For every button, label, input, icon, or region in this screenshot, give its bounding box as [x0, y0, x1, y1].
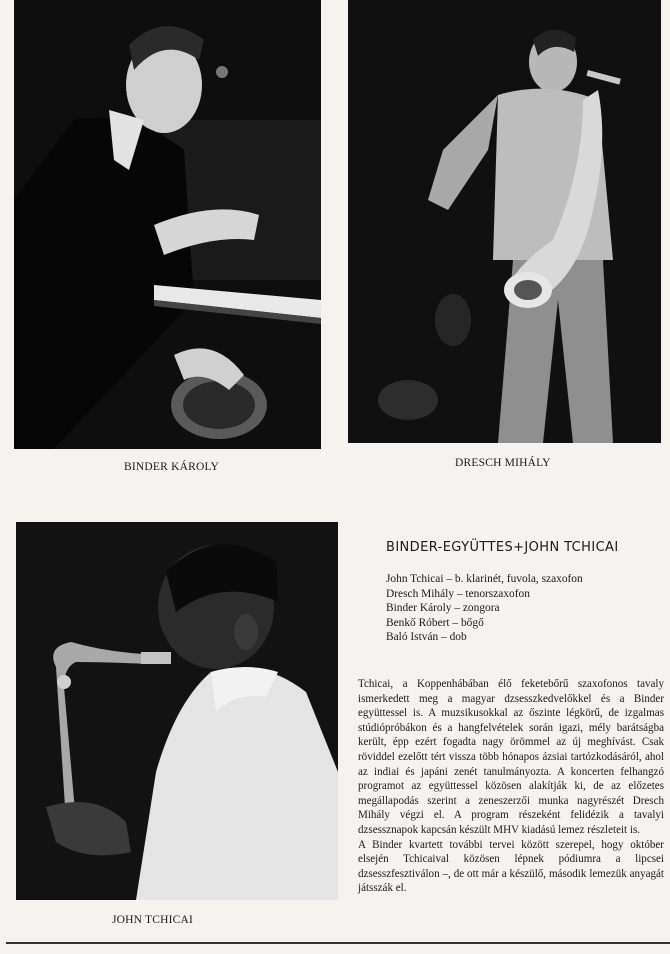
lineup-item: Binder Károly – zongora: [386, 602, 500, 615]
article-title: BINDER-EGYÜTTES+JOHN TCHICAI: [386, 540, 619, 555]
caption-binder-karoly: BINDER KÁROLY: [124, 461, 220, 473]
lineup-item: Baló István – dob: [386, 631, 467, 644]
lineup-item: John Tchicai – b. klarinét, fuvola, szaxofon: [386, 573, 583, 585]
band-lineup: [386, 572, 583, 645]
pianist-photo-illustration: [14, 0, 321, 449]
caption-dresch-mihaly: DRESCH MIHÁLY: [455, 457, 551, 469]
article-body: [358, 677, 664, 896]
photo-binder-karoly: [14, 0, 321, 449]
page-bottom-rule: [6, 942, 670, 944]
article-paragraph: A Binder kvartett további tervei között szerepel, hogy október elsején Tchicaival közösen lépnek pódiumra a lipcsei dzsesszfesztiválon –, de ott már a készülő, második lemezük anyagát játsszák el.: [358, 838, 664, 895]
caption-john-tchicai: JOHN TCHICAI: [112, 914, 194, 926]
tchicai-photo-illustration: [16, 522, 338, 900]
lineup-item: Benkő Róbert – bőgő: [386, 616, 484, 629]
saxophonist-photo-illustration: [348, 0, 661, 443]
photo-dresch-mihaly: [348, 0, 661, 443]
photo-john-tchicai: [16, 522, 338, 900]
article-paragraph: Tchicai, a Koppenhábában élő feketebőrű szaxofonos tavaly ismerkedett meg a magyar dzsesszkedvelőkkel és a Binder együttessel is. A muzsikusokkal az őszinte légkörű, de izgalmas stúdiópróbákon és a hangfelvételek során igazi, mély barátságba került, épp ezért fogadta nagy örömmel az új meghívást. Csak röviddel ezelőtt tért vissza több hónapos ázsiai tartózkodásáról, ahol az indiai és japáni zenét tanulmányozta. A koncerten felhangzó programot az együttessel közösen alakítják ki, de az előzetes megállapodás szerint a zeneszerzői munka nagyrészét Dresch Mihály végzi el. A program részeként felidézik a tavalyi dzsessznapok kapcsán készült MHV kiadású lemez részleteit is.: [358, 678, 664, 836]
lineup-item: Dresch Mihály – tenorszaxofon: [386, 587, 530, 600]
